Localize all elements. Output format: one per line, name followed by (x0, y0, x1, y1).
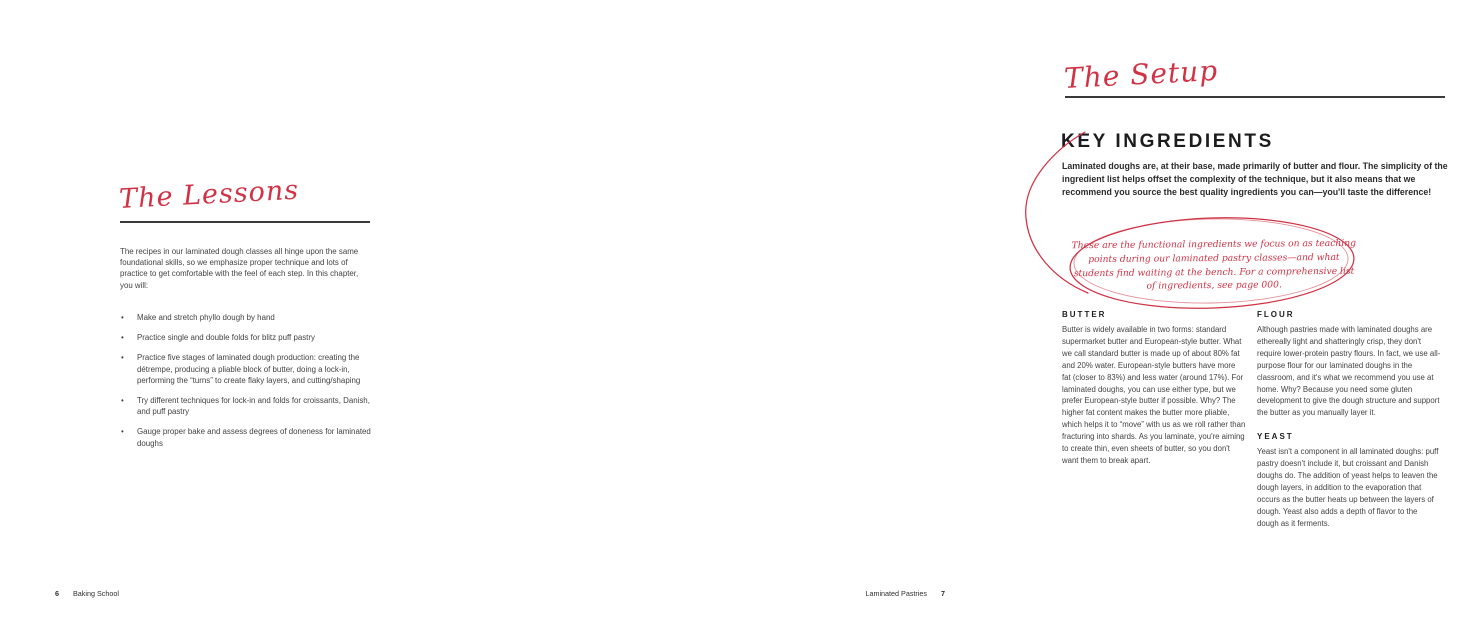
running-head: Baking School (73, 589, 119, 598)
right-page (500, 0, 1448, 625)
section-flour (1257, 310, 1441, 419)
page-number: 7 (941, 589, 945, 598)
lessons-intro-paragraph: The recipes in our laminated dough classes all hinge upon the same foundational skills, so we emphasize proper technique and lots of practice to get comfortable with the feel of each step. In this chapter, you will: (120, 246, 359, 290)
handwritten-annotation: These are the functional ingredients we focus on as teaching points during our laminated pastry classes—and what students find waiting at the bench. For a comprehensive list of ingredients, see page 000. (1071, 237, 1357, 292)
section-title: FLOUR (1257, 310, 1295, 319)
bullet-icon: • (121, 313, 124, 322)
section-title: YEAST (1257, 432, 1294, 442)
setup-script-title: The Setup (1063, 53, 1219, 95)
list-item-text: Try different techniques for lock-in and folds for croissants, Danish, and puff pastry (137, 396, 370, 417)
key-ingredients-intro: Laminated doughs are, at their base, made primarily of butter and flour. The simplicity of the ingredient list helps offset the complexity of the technique, but it also means that we recommend you source the best quality ingredients you can—you'll taste the difference! (1062, 160, 1448, 197)
section-yeast (1257, 432, 1441, 529)
list-item-text: Practice single and double folds for blitz puff pastry (137, 333, 315, 343)
bullet-icon: • (121, 396, 124, 406)
list-item (120, 312, 376, 323)
running-head: Laminated Pastries (865, 589, 927, 598)
section-body: Although pastries made with laminated doughs are ethereally light and shatteringly crisp, they don't require lower-protein pastry flours. In fact, we use all-purpose flour for our laminated doughs in the classroom, and it's what we recommend you use at home. Why? Because you need some gluten development to give the dough structure and support the butter as you manually layer it. (1257, 325, 1441, 418)
list-item-text: Gauge proper bake and assess degrees of doneness for laminated doughs (137, 427, 371, 448)
lessons-bullet-list (120, 312, 376, 458)
bullet-icon: • (121, 333, 124, 343)
bullet-icon: • (121, 427, 124, 437)
section-body: Butter is widely available in two forms: standard supermarket butter and European-style butter. What we call standard butter is made up of about 80% fat and 20% water. European-style butters have more fat (closer to 83%) and less water (around 17%). For laminated doughs, you can use either type, but we prefer European-style butter if possible. Why? The higher fat content makes the butter more pliable, which helps it to “move” with us as we roll rather than fracturing into shards. As you laminate, you're aiming to create thin, even sheets of butter, so you don't want them to break apart. (1062, 325, 1246, 465)
list-item (120, 395, 376, 417)
list-item-text: Practice five stages of laminated dough production: creating the détrempe, producing a pliable block of butter, doing a lock-in, performing the “turns” to create flaky layers, and cutting/shaping (137, 353, 361, 385)
page-number: 6 (55, 589, 59, 598)
lessons-title-rule (120, 221, 370, 223)
left-page (0, 0, 500, 625)
section-title: BUTTER (1062, 310, 1107, 319)
setup-title-rule (1065, 96, 1445, 98)
flour-yeast-column (1257, 310, 1441, 541)
right-footer (865, 589, 945, 598)
key-ingredients-heading: KEY INGREDIENTS (1061, 130, 1274, 152)
section-body: Yeast isn't a component in all laminated doughs: puff pastry doesn't include it, but croissant and Danish doughs do. The addition of yeast helps to leaven the dough layers, in addition to the evaporation that occurs as the butter heats up between the layers of dough. Yeast also adds a depth of flavor to the dough as it ferments. (1257, 447, 1439, 528)
bullet-icon: • (121, 353, 124, 363)
list-item (120, 332, 376, 343)
section-butter (1062, 310, 1246, 467)
left-footer (55, 589, 119, 598)
list-item (120, 426, 376, 448)
lessons-script-title: The Lessons (118, 174, 300, 215)
list-item (120, 352, 376, 386)
butter-column (1062, 310, 1246, 478)
list-item-text: Make and stretch phyllo dough by hand (137, 313, 275, 322)
